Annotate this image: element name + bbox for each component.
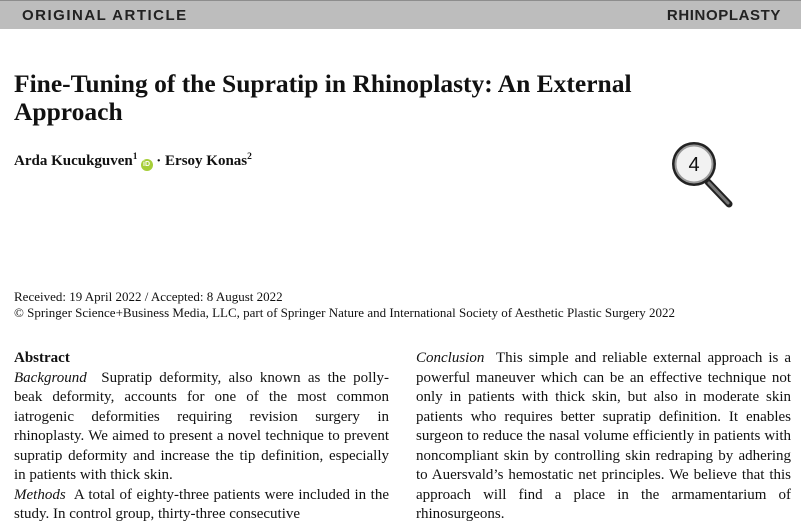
orcid-icon[interactable]: iD (141, 159, 153, 171)
author-separator: · (156, 153, 162, 169)
abstract-right-column (416, 349, 791, 525)
article-type-label: ORIGINAL ARTICLE (22, 7, 188, 24)
conclusion-text: This simple and reliable external approach is a powerful maneuver which can be an effective technique not only in patients with thick skin, but also in moderate skin patients who requires better supratip definition. It enables surgeon to reduce the nasal volume efficiently in patients with noncompliant skin by controlling skin redraping by adhering to Auersvald’s hemostatic net principles. We believe that this approach will find a place in the armamentarium of rhinosurgeons. (416, 350, 792, 522)
author-list (14, 152, 252, 171)
author-name[interactable]: Arda Kucukguven (14, 153, 133, 169)
methods-text: A total of eighty-three patients were included in the study. In control group, thirty-three consecutive (14, 486, 389, 522)
level-badge-number: 4 (688, 154, 700, 176)
section-label: RHINOPLASTY (666, 7, 781, 24)
copyright-line: © Springer Science+Business Media, LLC, part of Springer Nature and International Society of Aesthetic Plastic Surgery 2022 (14, 305, 676, 320)
article-title: Fine-Tuning of the Supratip in Rhinoplasty: An External Approach (14, 69, 632, 126)
dates-line: Received: 19 April 2022 / Accepted: 8 August 2022 (14, 289, 283, 304)
article-meta (14, 289, 675, 321)
conclusion-label: Conclusion (416, 350, 485, 366)
affiliation-marker: 2 (247, 152, 252, 162)
magnifier-icon (666, 140, 738, 212)
background-text: Supratip deformity, also known as the polly-beak deformity, accounts for one of the most common iatrogenic deformities requiring revision surgery in rhinoplasty. We aimed to present a novel technique to prevent supratip deformity and increase the tip definition, especially in patients with thick skin. (14, 369, 390, 483)
abstract-left-column (14, 349, 389, 525)
background-label: Background (14, 369, 87, 386)
author-name[interactable]: Ersoy Konas (165, 153, 248, 169)
methods-label: Methods (14, 486, 66, 503)
abstract-heading: Abstract (14, 350, 70, 366)
header-bar (0, 0, 801, 29)
affiliation-marker: 1 (132, 152, 138, 162)
